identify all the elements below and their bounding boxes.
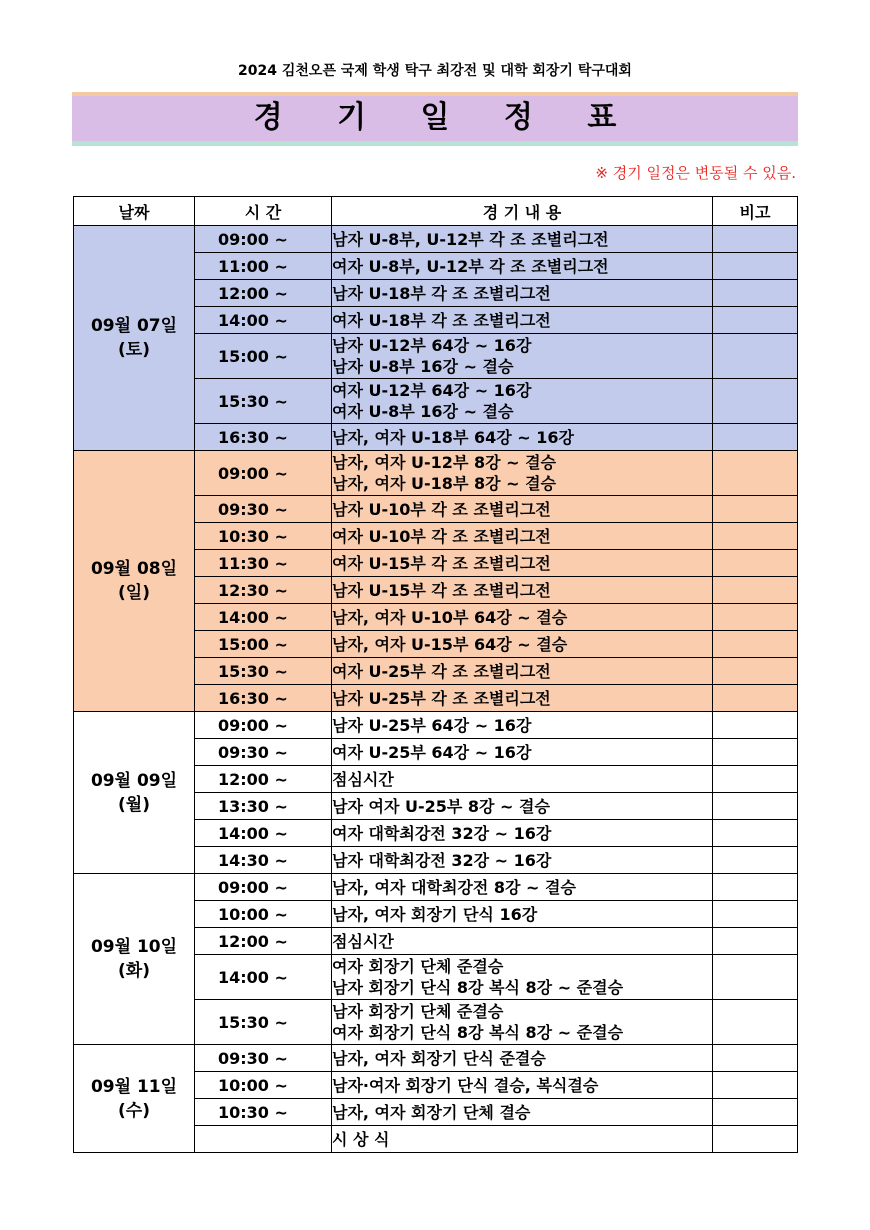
time-cell bbox=[195, 577, 332, 604]
event-description: 여자 U-8부, U-12부 각 조 조별리그전 bbox=[332, 256, 609, 276]
event-description: 여자 회장기 단체 준결승 bbox=[332, 957, 504, 976]
weekday-label: (화) bbox=[118, 961, 150, 981]
content-cell bbox=[332, 1000, 713, 1045]
event-description: 남자 U-25부 64강 ~ 16강 bbox=[332, 715, 532, 735]
time-cell bbox=[195, 280, 332, 307]
time-label: 10:00 ~ bbox=[218, 1075, 288, 1095]
event-description: 점심시간 bbox=[332, 769, 394, 789]
time-label: 14:00 ~ bbox=[218, 823, 288, 843]
event-description: 남자, 여자 U-18부 8강 ~ 결승 bbox=[332, 474, 557, 493]
content-cell bbox=[332, 379, 713, 424]
date-cell bbox=[74, 874, 195, 1045]
note-cell bbox=[713, 712, 798, 739]
event-description: 남자, 여자 U-15부 64강 ~ 결승 bbox=[332, 634, 568, 654]
content-cell bbox=[332, 424, 713, 451]
note-cell bbox=[713, 280, 798, 307]
note-cell bbox=[713, 1072, 798, 1099]
event-description: 시 상 식 bbox=[332, 1129, 390, 1149]
time-label: 12:00 ~ bbox=[218, 931, 288, 951]
time-label: 09:00 ~ bbox=[218, 715, 288, 735]
time-label: 14:00 ~ bbox=[218, 310, 288, 330]
event-description: 남자 U-15부 각 조 조별리그전 bbox=[332, 580, 551, 600]
time-cell bbox=[195, 604, 332, 631]
time-label: 15:00 ~ bbox=[218, 634, 288, 654]
time-cell bbox=[195, 631, 332, 658]
time-cell bbox=[195, 523, 332, 550]
table-row bbox=[74, 451, 798, 496]
content-cell bbox=[332, 550, 713, 577]
time-cell bbox=[195, 1000, 332, 1045]
time-label: 14:30 ~ bbox=[218, 850, 288, 870]
time-label: 10:00 ~ bbox=[218, 904, 288, 924]
weekday-label: (일) bbox=[118, 583, 150, 603]
schedule-banner bbox=[72, 92, 798, 146]
time-cell bbox=[195, 253, 332, 280]
time-cell bbox=[195, 766, 332, 793]
time-cell bbox=[195, 424, 332, 451]
time-cell bbox=[195, 379, 332, 424]
time-label: 12:00 ~ bbox=[218, 283, 288, 303]
event-description: 남자, 여자 U-12부 8강 ~ 결승 bbox=[332, 453, 557, 472]
event-description: 남자 회장기 단체 준결승 bbox=[332, 1002, 504, 1021]
content-cell bbox=[332, 820, 713, 847]
schedule-table bbox=[73, 196, 798, 1153]
date-cell bbox=[74, 712, 195, 874]
time-label: 14:00 ~ bbox=[218, 607, 288, 627]
time-cell bbox=[195, 739, 332, 766]
table-header-row bbox=[74, 197, 798, 226]
time-label: 16:30 ~ bbox=[218, 688, 288, 708]
date-label: 09월 08일 bbox=[90, 559, 178, 579]
event-description: 여자 대학최강전 32강 ~ 16강 bbox=[332, 823, 552, 843]
event-description: 남자, 여자 회장기 단식 준결승 bbox=[332, 1048, 546, 1068]
time-cell bbox=[195, 1072, 332, 1099]
time-cell bbox=[195, 793, 332, 820]
note-cell bbox=[713, 379, 798, 424]
table-row bbox=[74, 1045, 798, 1072]
table-row bbox=[74, 712, 798, 739]
note-cell bbox=[713, 226, 798, 253]
time-label: 09:00 ~ bbox=[218, 229, 288, 249]
note-cell bbox=[713, 685, 798, 712]
note-cell bbox=[713, 793, 798, 820]
banner-title: 경 기 일 정 표 bbox=[253, 100, 639, 135]
weekday-label: (토) bbox=[118, 340, 150, 360]
note-cell bbox=[713, 604, 798, 631]
time-label: 09:00 ~ bbox=[218, 877, 288, 897]
date-label: 09월 10일 bbox=[90, 937, 178, 957]
note-cell bbox=[713, 874, 798, 901]
note-cell bbox=[713, 631, 798, 658]
time-cell bbox=[195, 1099, 332, 1126]
date-label: 09월 09일 bbox=[90, 770, 178, 791]
weekday-label: (수) bbox=[118, 1100, 150, 1121]
note-cell bbox=[713, 451, 798, 496]
header-note: 비고 bbox=[713, 197, 798, 226]
event-description: 여자 U-10부 각 조 조별리그전 bbox=[332, 526, 551, 546]
time-cell bbox=[195, 685, 332, 712]
header-date: 날짜 bbox=[74, 197, 195, 226]
event-description: 여자 U-25부 각 조 조별리그전 bbox=[332, 661, 551, 681]
note-cell bbox=[713, 820, 798, 847]
content-cell bbox=[332, 685, 713, 712]
content-cell bbox=[332, 766, 713, 793]
time-cell bbox=[195, 550, 332, 577]
time-cell bbox=[195, 955, 332, 1000]
table-row bbox=[74, 226, 798, 253]
content-cell bbox=[332, 334, 713, 379]
content-cell bbox=[332, 874, 713, 901]
time-label: 11:30 ~ bbox=[218, 553, 288, 573]
event-description: 남자 회장기 단식 8강 복식 8강 ~ 준결승 bbox=[332, 978, 624, 997]
content-cell bbox=[332, 604, 713, 631]
note-cell bbox=[713, 523, 798, 550]
content-cell bbox=[332, 739, 713, 766]
time-cell bbox=[195, 874, 332, 901]
note-cell bbox=[713, 307, 798, 334]
time-cell bbox=[195, 847, 332, 874]
time-label: 10:30 ~ bbox=[218, 1102, 288, 1122]
time-label: 15:30 ~ bbox=[218, 1012, 288, 1032]
note-cell bbox=[713, 1099, 798, 1126]
note-cell bbox=[713, 1045, 798, 1072]
content-cell bbox=[332, 523, 713, 550]
time-label: 11:00 ~ bbox=[218, 256, 288, 276]
note-cell bbox=[713, 1126, 798, 1153]
header-content: 경 기 내 용 bbox=[332, 197, 713, 226]
note-cell bbox=[713, 739, 798, 766]
note-cell bbox=[713, 955, 798, 1000]
event-description: 남자 U-8부, U-12부 각 조 조별리그전 bbox=[332, 229, 609, 249]
event-description: 남자, 여자 U-10부 64강 ~ 결승 bbox=[332, 607, 568, 627]
content-cell bbox=[332, 1126, 713, 1153]
time-label: 14:00 ~ bbox=[218, 967, 288, 987]
time-cell bbox=[195, 307, 332, 334]
event-description: 여자 U-8부 16강 ~ 결승 bbox=[332, 402, 514, 421]
date-cell bbox=[74, 226, 195, 451]
time-label: 16:30 ~ bbox=[218, 427, 288, 447]
event-description: 남자, 여자 U-18부 64강 ~ 16강 bbox=[332, 427, 574, 447]
event-description: 남자 여자 U-25부 8강 ~ 결승 bbox=[332, 796, 550, 816]
event-description: 남자, 여자 회장기 단식 16강 bbox=[332, 904, 538, 924]
event-description: 남자 U-12부 64강 ~ 16강 bbox=[332, 336, 532, 355]
event-description: 여자 회장기 단식 8강 복식 8강 ~ 준결승 bbox=[332, 1023, 624, 1042]
time-cell bbox=[195, 820, 332, 847]
content-cell bbox=[332, 1099, 713, 1126]
schedule-body bbox=[74, 226, 798, 1153]
time-label: 09:30 ~ bbox=[218, 1048, 288, 1068]
event-description: 남자 U-18부 각 조 조별리그전 bbox=[332, 283, 551, 303]
weekday-label: (월) bbox=[118, 794, 150, 815]
date-cell bbox=[74, 1045, 195, 1153]
content-cell bbox=[332, 226, 713, 253]
note-cell bbox=[713, 928, 798, 955]
time-label: 10:30 ~ bbox=[218, 526, 288, 546]
time-label: 13:30 ~ bbox=[218, 796, 288, 816]
event-description: 여자 U-25부 64강 ~ 16강 bbox=[332, 742, 532, 762]
time-cell bbox=[195, 334, 332, 379]
date-cell bbox=[74, 451, 195, 712]
event-description: 남자·여자 회장기 단식 결승, 복식결승 bbox=[332, 1075, 599, 1095]
time-label: 09:30 ~ bbox=[218, 499, 288, 519]
content-cell bbox=[332, 1045, 713, 1072]
content-cell bbox=[332, 847, 713, 874]
time-cell bbox=[195, 928, 332, 955]
content-cell bbox=[332, 631, 713, 658]
content-cell bbox=[332, 577, 713, 604]
table-row bbox=[74, 874, 798, 901]
content-cell bbox=[332, 955, 713, 1000]
schedule-change-notice: ※ 경기 일정은 변동될 수 있음. bbox=[595, 164, 796, 182]
event-description: 남자 U-25부 각 조 조별리그전 bbox=[332, 688, 551, 708]
time-cell bbox=[195, 712, 332, 739]
note-cell bbox=[713, 766, 798, 793]
event-description: 점심시간 bbox=[332, 931, 394, 951]
content-cell bbox=[332, 901, 713, 928]
time-cell bbox=[195, 901, 332, 928]
content-cell bbox=[332, 280, 713, 307]
note-cell bbox=[713, 334, 798, 379]
note-cell bbox=[713, 253, 798, 280]
time-label: 09:00 ~ bbox=[218, 463, 288, 483]
event-description: 남자, 여자 회장기 단체 결승 bbox=[332, 1102, 531, 1122]
content-cell bbox=[332, 793, 713, 820]
time-cell bbox=[195, 658, 332, 685]
date-label: 09월 11일 bbox=[90, 1076, 178, 1097]
note-cell bbox=[713, 847, 798, 874]
date-label: 09월 07일 bbox=[90, 316, 178, 336]
time-label: 12:30 ~ bbox=[218, 580, 288, 600]
content-cell bbox=[332, 451, 713, 496]
content-cell bbox=[332, 658, 713, 685]
content-cell bbox=[332, 712, 713, 739]
time-label: 15:00 ~ bbox=[218, 346, 288, 366]
content-cell bbox=[332, 253, 713, 280]
time-cell bbox=[195, 1126, 332, 1153]
time-label: 12:00 ~ bbox=[218, 769, 288, 789]
event-description: 여자 U-15부 각 조 조별리그전 bbox=[332, 553, 551, 573]
time-label: 09:30 ~ bbox=[218, 742, 288, 762]
header-time: 시 간 bbox=[195, 197, 332, 226]
note-cell bbox=[713, 424, 798, 451]
note-cell bbox=[713, 496, 798, 523]
event-description: 남자, 여자 대학최강전 8강 ~ 결승 bbox=[332, 877, 576, 897]
time-cell bbox=[195, 451, 332, 496]
time-cell bbox=[195, 226, 332, 253]
event-description: 남자 U-8부 16강 ~ 결승 bbox=[332, 357, 514, 376]
time-cell bbox=[195, 1045, 332, 1072]
event-description: 남자 대학최강전 32강 ~ 16강 bbox=[332, 850, 552, 870]
content-cell bbox=[332, 1072, 713, 1099]
content-cell bbox=[332, 496, 713, 523]
time-label: 15:30 ~ bbox=[218, 661, 288, 681]
note-cell bbox=[713, 550, 798, 577]
event-description: 여자 U-18부 각 조 조별리그전 bbox=[332, 310, 551, 330]
event-description: 남자 U-10부 각 조 조별리그전 bbox=[332, 499, 551, 519]
note-cell bbox=[713, 577, 798, 604]
event-description: 여자 U-12부 64강 ~ 16강 bbox=[332, 381, 532, 400]
note-cell bbox=[713, 901, 798, 928]
note-cell bbox=[713, 658, 798, 685]
note-cell bbox=[713, 1000, 798, 1045]
content-cell bbox=[332, 307, 713, 334]
document-title: 2024 김천오픈 국제 학생 탁구 최강전 및 대학 회장기 탁구대회 bbox=[238, 63, 632, 79]
time-cell bbox=[195, 496, 332, 523]
time-label: 15:30 ~ bbox=[218, 391, 288, 411]
content-cell bbox=[332, 928, 713, 955]
